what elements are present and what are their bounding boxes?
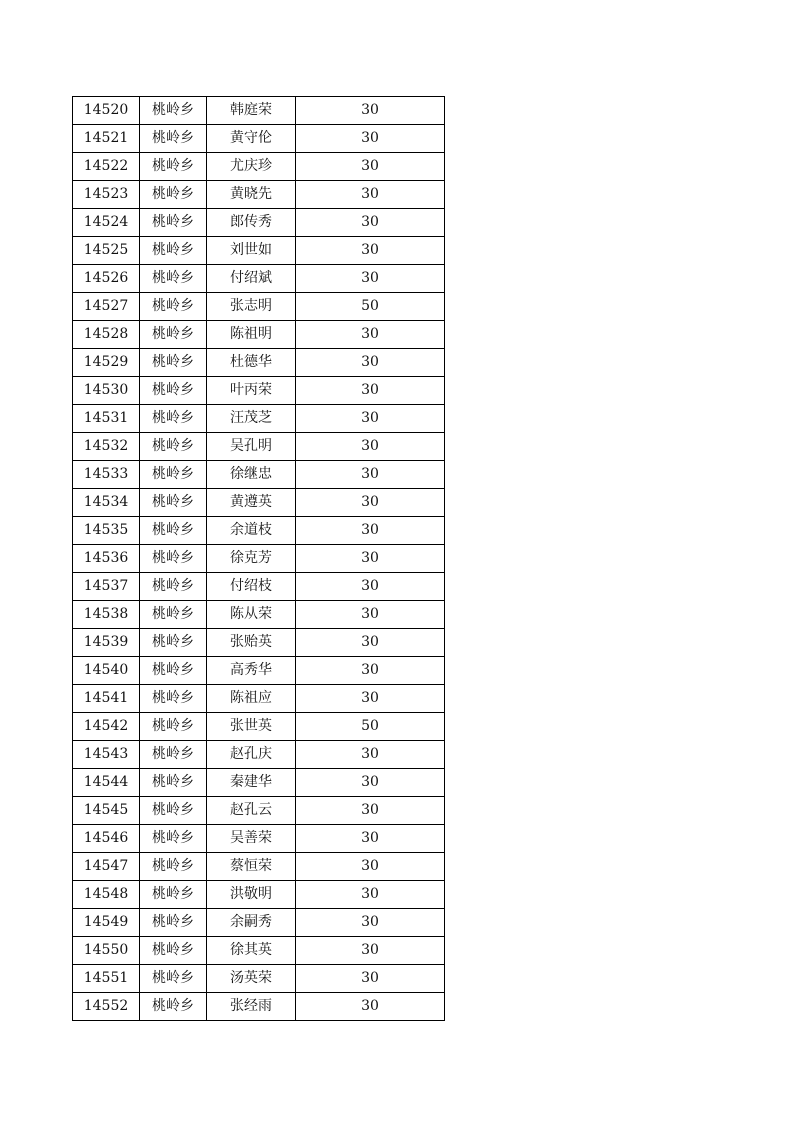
table-row <box>73 237 445 265</box>
row-amount-cell: 30 <box>296 965 445 993</box>
table-row <box>73 573 445 601</box>
table-row <box>73 321 445 349</box>
row-id-cell: 14520 <box>73 97 140 125</box>
row-town-cell: 桃岭乡 <box>140 461 207 489</box>
row-name-cell: 张贻英 <box>207 629 296 657</box>
row-name-cell: 高秀华 <box>207 657 296 685</box>
table-row <box>73 601 445 629</box>
row-name-cell: 黄遵英 <box>207 489 296 517</box>
row-town-cell: 桃岭乡 <box>140 853 207 881</box>
row-name-cell: 黄守伦 <box>207 125 296 153</box>
row-name-cell: 付绍斌 <box>207 265 296 293</box>
table-row <box>73 405 445 433</box>
row-amount-cell: 30 <box>296 237 445 265</box>
row-id-cell: 14536 <box>73 545 140 573</box>
row-amount-cell: 30 <box>296 461 445 489</box>
row-amount-cell: 50 <box>296 713 445 741</box>
table-row <box>73 713 445 741</box>
table-row <box>73 153 445 181</box>
row-town-cell: 桃岭乡 <box>140 97 207 125</box>
row-id-cell: 14542 <box>73 713 140 741</box>
row-id-cell: 14538 <box>73 601 140 629</box>
row-name-cell: 尤庆珍 <box>207 153 296 181</box>
row-amount-cell: 30 <box>296 881 445 909</box>
roster-table-body <box>73 97 445 1021</box>
row-id-cell: 14552 <box>73 993 140 1021</box>
row-id-cell: 14548 <box>73 881 140 909</box>
row-id-cell: 14531 <box>73 405 140 433</box>
row-id-cell: 14549 <box>73 909 140 937</box>
table-row <box>73 825 445 853</box>
row-id-cell: 14526 <box>73 265 140 293</box>
row-name-cell: 赵孔庆 <box>207 741 296 769</box>
row-town-cell: 桃岭乡 <box>140 517 207 545</box>
row-town-cell: 桃岭乡 <box>140 629 207 657</box>
row-amount-cell: 30 <box>296 629 445 657</box>
row-name-cell: 秦建华 <box>207 769 296 797</box>
row-id-cell: 14532 <box>73 433 140 461</box>
row-name-cell: 黄晓先 <box>207 181 296 209</box>
row-id-cell: 14545 <box>73 797 140 825</box>
row-name-cell: 蔡恒荣 <box>207 853 296 881</box>
row-town-cell: 桃岭乡 <box>140 573 207 601</box>
table-row <box>73 797 445 825</box>
row-id-cell: 14547 <box>73 853 140 881</box>
row-name-cell: 赵孔云 <box>207 797 296 825</box>
table-row <box>73 489 445 517</box>
row-id-cell: 14534 <box>73 489 140 517</box>
table-row <box>73 265 445 293</box>
row-amount-cell: 30 <box>296 993 445 1021</box>
table-row <box>73 937 445 965</box>
row-id-cell: 14528 <box>73 321 140 349</box>
row-town-cell: 桃岭乡 <box>140 545 207 573</box>
row-id-cell: 14546 <box>73 825 140 853</box>
table-row <box>73 657 445 685</box>
row-town-cell: 桃岭乡 <box>140 237 207 265</box>
row-town-cell: 桃岭乡 <box>140 685 207 713</box>
row-amount-cell: 30 <box>296 405 445 433</box>
row-id-cell: 14539 <box>73 629 140 657</box>
table-row <box>73 181 445 209</box>
row-name-cell: 付绍枝 <box>207 573 296 601</box>
row-amount-cell: 30 <box>296 209 445 237</box>
row-id-cell: 14550 <box>73 937 140 965</box>
row-amount-cell: 30 <box>296 349 445 377</box>
row-name-cell: 汤英荣 <box>207 965 296 993</box>
table-row <box>73 629 445 657</box>
row-town-cell: 桃岭乡 <box>140 713 207 741</box>
row-name-cell: 陈祖明 <box>207 321 296 349</box>
row-town-cell: 桃岭乡 <box>140 909 207 937</box>
table-row <box>73 881 445 909</box>
row-id-cell: 14522 <box>73 153 140 181</box>
row-name-cell: 吴善荣 <box>207 825 296 853</box>
roster-table <box>72 96 445 1021</box>
row-town-cell: 桃岭乡 <box>140 321 207 349</box>
table-row <box>73 741 445 769</box>
row-name-cell: 吴孔明 <box>207 433 296 461</box>
table-row <box>73 853 445 881</box>
row-town-cell: 桃岭乡 <box>140 825 207 853</box>
row-id-cell: 14527 <box>73 293 140 321</box>
row-id-cell: 14521 <box>73 125 140 153</box>
row-id-cell: 14540 <box>73 657 140 685</box>
row-town-cell: 桃岭乡 <box>140 181 207 209</box>
table-row <box>73 293 445 321</box>
row-id-cell: 14551 <box>73 965 140 993</box>
row-amount-cell: 30 <box>296 573 445 601</box>
row-id-cell: 14535 <box>73 517 140 545</box>
row-amount-cell: 30 <box>296 489 445 517</box>
table-row <box>73 209 445 237</box>
row-name-cell: 陈从荣 <box>207 601 296 629</box>
row-amount-cell: 30 <box>296 545 445 573</box>
row-id-cell: 14530 <box>73 377 140 405</box>
row-amount-cell: 30 <box>296 797 445 825</box>
row-amount-cell: 30 <box>296 741 445 769</box>
row-amount-cell: 30 <box>296 321 445 349</box>
row-town-cell: 桃岭乡 <box>140 405 207 433</box>
row-town-cell: 桃岭乡 <box>140 265 207 293</box>
row-amount-cell: 30 <box>296 657 445 685</box>
table-row <box>73 545 445 573</box>
row-name-cell: 余道枝 <box>207 517 296 545</box>
row-town-cell: 桃岭乡 <box>140 293 207 321</box>
table-row <box>73 517 445 545</box>
row-amount-cell: 30 <box>296 909 445 937</box>
row-amount-cell: 30 <box>296 825 445 853</box>
row-town-cell: 桃岭乡 <box>140 349 207 377</box>
row-name-cell: 徐克芳 <box>207 545 296 573</box>
row-town-cell: 桃岭乡 <box>140 797 207 825</box>
row-town-cell: 桃岭乡 <box>140 881 207 909</box>
table-row <box>73 349 445 377</box>
row-town-cell: 桃岭乡 <box>140 937 207 965</box>
row-id-cell: 14543 <box>73 741 140 769</box>
row-name-cell: 韩庭荣 <box>207 97 296 125</box>
row-name-cell: 陈祖应 <box>207 685 296 713</box>
row-id-cell: 14524 <box>73 209 140 237</box>
row-amount-cell: 30 <box>296 517 445 545</box>
row-town-cell: 桃岭乡 <box>140 601 207 629</box>
table-row <box>73 377 445 405</box>
row-id-cell: 14525 <box>73 237 140 265</box>
row-name-cell: 汪茂芝 <box>207 405 296 433</box>
row-town-cell: 桃岭乡 <box>140 965 207 993</box>
row-amount-cell: 30 <box>296 853 445 881</box>
table-row <box>73 685 445 713</box>
row-name-cell: 徐继忠 <box>207 461 296 489</box>
table-row <box>73 909 445 937</box>
row-town-cell: 桃岭乡 <box>140 741 207 769</box>
table-row <box>73 125 445 153</box>
row-town-cell: 桃岭乡 <box>140 209 207 237</box>
row-id-cell: 14533 <box>73 461 140 489</box>
table-row <box>73 965 445 993</box>
row-name-cell: 张志明 <box>207 293 296 321</box>
row-amount-cell: 30 <box>296 377 445 405</box>
row-amount-cell: 30 <box>296 97 445 125</box>
row-amount-cell: 30 <box>296 433 445 461</box>
row-town-cell: 桃岭乡 <box>140 993 207 1021</box>
row-id-cell: 14523 <box>73 181 140 209</box>
row-name-cell: 徐其英 <box>207 937 296 965</box>
row-name-cell: 余嗣秀 <box>207 909 296 937</box>
row-name-cell: 洪敬明 <box>207 881 296 909</box>
row-town-cell: 桃岭乡 <box>140 377 207 405</box>
table-row <box>73 433 445 461</box>
row-id-cell: 14529 <box>73 349 140 377</box>
row-amount-cell: 30 <box>296 125 445 153</box>
row-amount-cell: 30 <box>296 601 445 629</box>
row-amount-cell: 30 <box>296 937 445 965</box>
row-town-cell: 桃岭乡 <box>140 769 207 797</box>
table-row <box>73 461 445 489</box>
row-id-cell: 14541 <box>73 685 140 713</box>
table-row <box>73 769 445 797</box>
row-town-cell: 桃岭乡 <box>140 657 207 685</box>
row-town-cell: 桃岭乡 <box>140 125 207 153</box>
row-amount-cell: 30 <box>296 153 445 181</box>
row-id-cell: 14537 <box>73 573 140 601</box>
row-amount-cell: 30 <box>296 265 445 293</box>
row-name-cell: 杜德华 <box>207 349 296 377</box>
row-town-cell: 桃岭乡 <box>140 433 207 461</box>
row-name-cell: 刘世如 <box>207 237 296 265</box>
row-town-cell: 桃岭乡 <box>140 489 207 517</box>
row-amount-cell: 30 <box>296 769 445 797</box>
row-name-cell: 张经雨 <box>207 993 296 1021</box>
row-name-cell: 叶丙荣 <box>207 377 296 405</box>
table-row <box>73 97 445 125</box>
table-row <box>73 993 445 1021</box>
row-amount-cell: 30 <box>296 685 445 713</box>
row-id-cell: 14544 <box>73 769 140 797</box>
row-amount-cell: 50 <box>296 293 445 321</box>
row-town-cell: 桃岭乡 <box>140 153 207 181</box>
row-name-cell: 郎传秀 <box>207 209 296 237</box>
row-name-cell: 张世英 <box>207 713 296 741</box>
row-amount-cell: 30 <box>296 181 445 209</box>
